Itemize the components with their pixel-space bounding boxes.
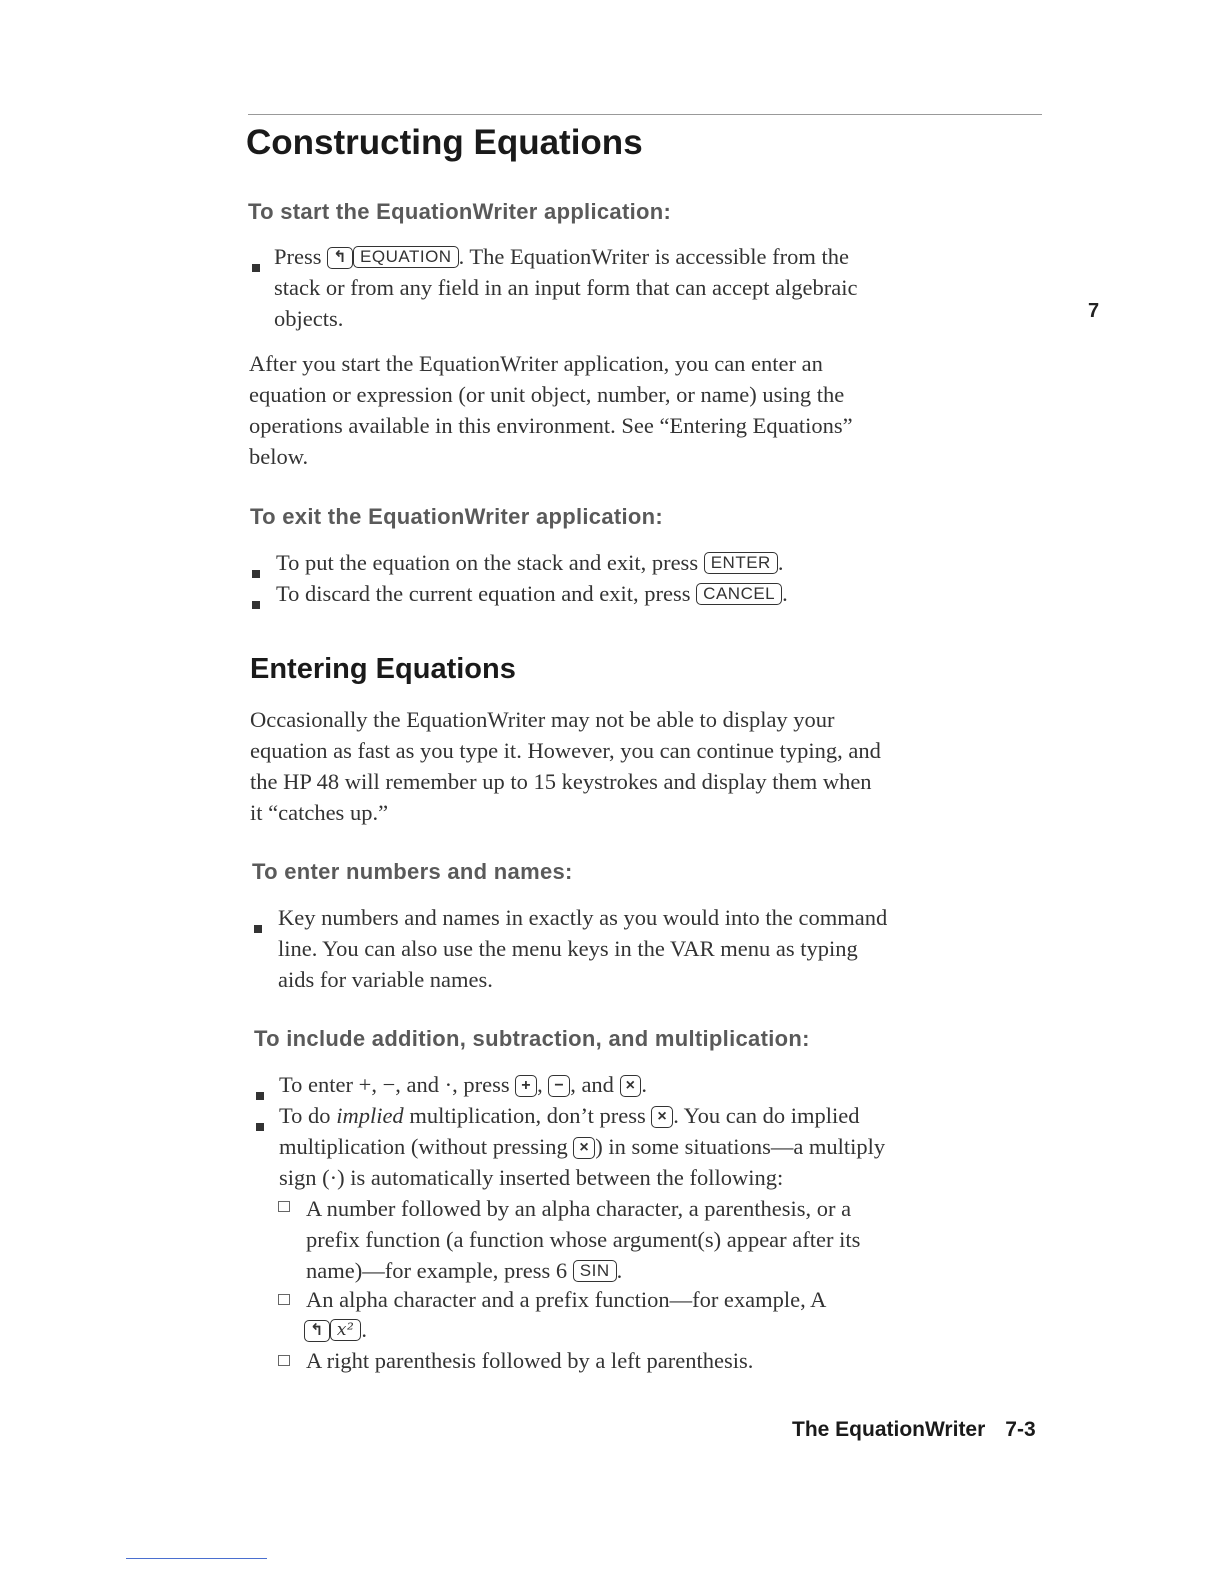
start-bullet-line3: objects.: [274, 306, 344, 331]
plus-key: +: [515, 1075, 537, 1097]
text: multiplication, don’t press: [409, 1103, 646, 1128]
times-key: ×: [651, 1106, 673, 1128]
sub2-line1: An alpha character and a prefix function—for example, A: [306, 1287, 827, 1312]
text: To enter +, −, and ·, press: [279, 1072, 510, 1097]
text: To do: [279, 1103, 331, 1128]
bullet: [252, 264, 260, 272]
sub2-line2: ↰ x² .: [304, 1314, 367, 1345]
para1-line4: below.: [249, 444, 309, 469]
numbers-line1: Key numbers and names in exactly as you would into the command: [278, 905, 888, 930]
times-key: ×: [573, 1137, 595, 1159]
times-key: ×: [620, 1075, 642, 1097]
bullet: [256, 1123, 264, 1131]
sub3-line1: A right parenthesis followed by a left parenthesis.: [306, 1348, 754, 1373]
text: ) in some situations—a multiply: [595, 1134, 886, 1159]
heading-exit: To exit the EquationWriter application:: [250, 504, 664, 529]
para2-line2: equation as fast as you type it. However, you can continue typing, and: [250, 738, 881, 763]
equation-key: EQUATION: [353, 246, 459, 268]
footer-title: The EquationWriter: [792, 1418, 986, 1441]
cancel-key: CANCEL: [696, 583, 782, 605]
section-title-entering: Entering Equations: [250, 653, 516, 685]
text: . You can do implied: [673, 1103, 860, 1128]
para2-line4: it “catches up.”: [250, 800, 389, 825]
bullet: [256, 1092, 264, 1100]
top-rule: [248, 114, 1042, 115]
para1-line3: operations available in this environment. See “Entering Equations”: [249, 413, 853, 438]
sin-key: SIN: [573, 1260, 617, 1282]
checkbox-bullet: [278, 1294, 290, 1305]
arith-bullet-2-line1: [279, 1100, 859, 1131]
para1-line2: equation or expression (or unit object, number, or name) using the: [249, 382, 845, 407]
page-number: 7-3: [1005, 1418, 1036, 1441]
chapter-tab: 7: [1088, 300, 1100, 322]
numbers-line3: aids for variable names.: [278, 967, 493, 992]
text: multiplication (without pressing: [279, 1134, 568, 1159]
start-bullet-line2: stack or from any field in an input form that can accept algebraic: [274, 275, 858, 300]
section-title-constructing: Constructing Equations: [246, 123, 643, 162]
exit-bullet-2: To discard the current equation and exit, press CANCEL .: [276, 581, 788, 606]
heading-arith: To include addition, subtraction, and multiplication:: [254, 1026, 810, 1051]
arith-bullet-1: To enter +, −, and ·, press + , − , and × .: [279, 1072, 648, 1097]
arith-bullet-2-line2: [279, 1131, 885, 1162]
bullet: [252, 570, 260, 578]
emphasis: implied: [336, 1103, 404, 1128]
left-shift-key: ↰: [327, 247, 353, 269]
checkbox-bullet: [278, 1355, 290, 1366]
x-squared-key: x²: [330, 1319, 361, 1341]
minus-key: −: [548, 1075, 570, 1097]
arith-bullet-2-line3: sign (·) is automatically inserted between the following:: [279, 1165, 784, 1190]
para1-line1: After you start the EquationWriter application, you can enter an: [249, 351, 823, 376]
text: and: [581, 1072, 614, 1097]
text: name)—for example, press 6: [306, 1258, 568, 1283]
text: To put the equation on the stack and exit, press: [276, 550, 699, 575]
heading-start: To start the EquationWriter application:: [248, 199, 672, 224]
para2-line1: Occasionally the EquationWriter may not be able to display your: [250, 707, 835, 732]
exit-bullet-1: To put the equation on the stack and exit, press ENTER .: [276, 550, 784, 575]
sub1-line3: name)—for example, press 6 SIN .: [306, 1258, 623, 1283]
text: . The EquationWriter is accessible from the: [458, 244, 849, 269]
page-footer: [792, 1418, 1036, 1442]
para2-line3: the HP 48 will remember up to 15 keystrokes and display them when: [250, 769, 872, 794]
start-bullet-line1: [274, 241, 849, 272]
bullet: [254, 925, 262, 933]
sub1-line2: prefix function (a function whose argument(s) appear after its: [306, 1227, 861, 1252]
text: To discard the current equation and exit, press: [276, 581, 691, 606]
numbers-line2: line. You can also use the menu keys in the VAR menu as typing: [278, 936, 858, 961]
bottom-link-rule: [126, 1558, 267, 1559]
bullet: [252, 601, 260, 609]
heading-numbers: To enter numbers and names:: [252, 859, 573, 884]
checkbox-bullet: [278, 1201, 290, 1212]
left-shift-key: ↰: [304, 1320, 330, 1342]
enter-key: ENTER: [704, 552, 778, 574]
text: Press: [274, 244, 322, 269]
sub1-line1: A number followed by an alpha character, a parenthesis, or a: [306, 1196, 852, 1221]
